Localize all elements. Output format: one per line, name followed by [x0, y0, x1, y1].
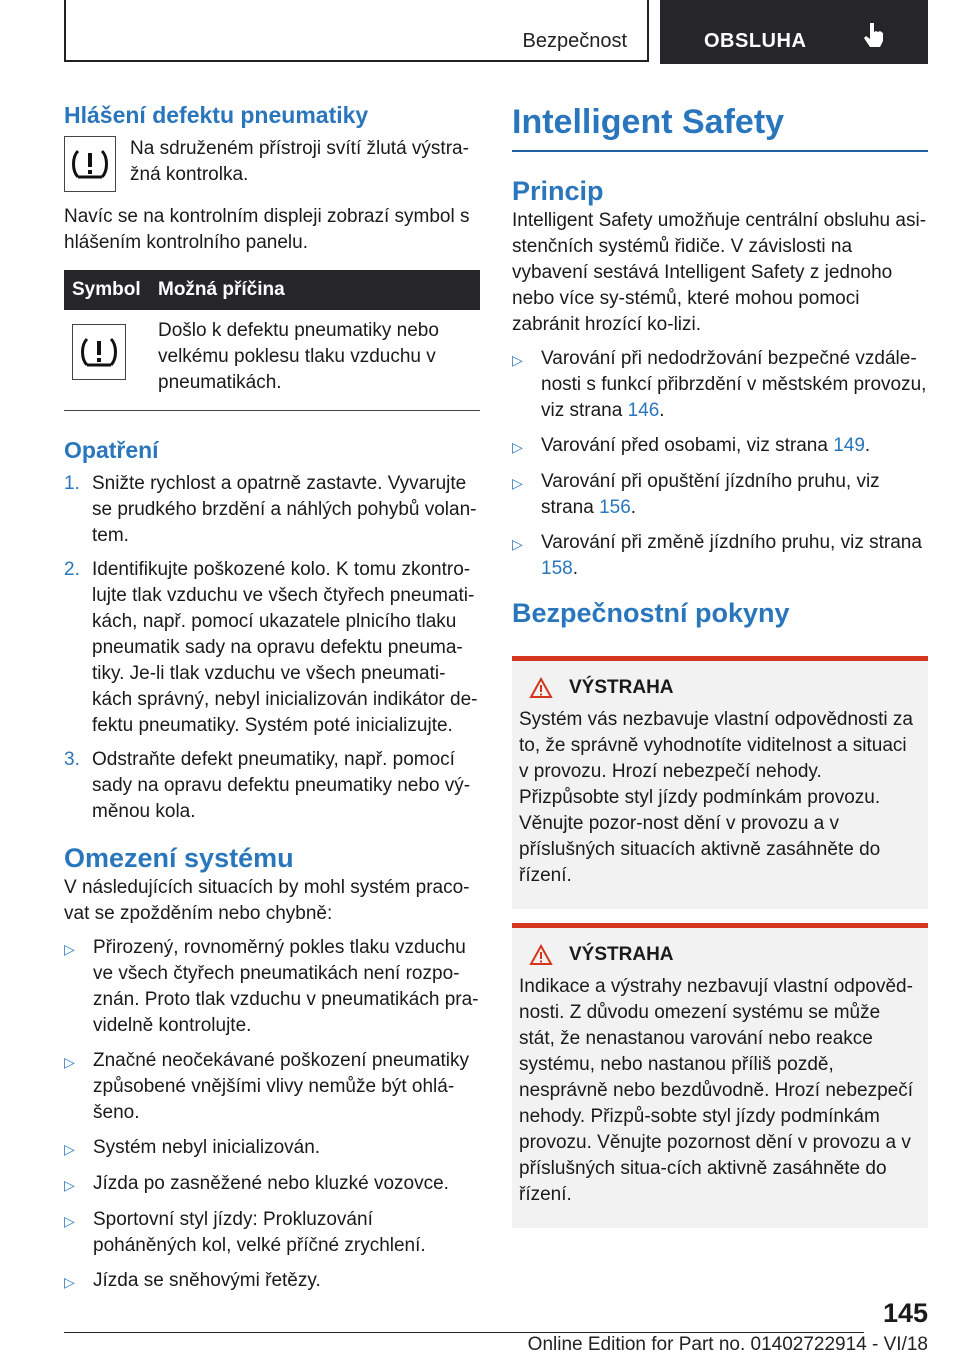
step-number: 2. [64, 559, 80, 580]
step-number: 1. [64, 473, 80, 494]
tire-pressure-warning-icon [64, 136, 116, 192]
warning-box [512, 656, 928, 909]
page-link[interactable]: 158 [541, 558, 573, 579]
warning-text: Indikace a výstrahy nezbavují vlastní odpověd-nosti. Z důvodu omezení systému se může stát, že nenastanou varování nebo reakce systému, nebo nastanou příliš pozdě, nesprávně nebo bezdůvodně. Hrozí nebezpečí nehody. Přizpů-sobte styl jízdy podmínkám provozu. Věnujte pozornost dění v provozu a v příslušných situa-cích aktivně zasáhněte do řízení. [519, 976, 913, 1205]
list-item [512, 346, 928, 424]
bullet-triangle-icon: ▷ [512, 536, 523, 552]
principle-title: Princip [512, 176, 604, 206]
title-divider [512, 150, 928, 152]
warning-box [512, 923, 928, 1228]
step-text: Odstraňte defekt pneumatiky, např. pomocí sady na opravu defektu pneumatiky nebo vý-měnou kola. [92, 749, 471, 822]
list-item [512, 433, 928, 460]
list-item [64, 1171, 480, 1198]
list-item-text: Jízda po zasněžené nebo kluzké vozovce. [93, 1173, 449, 1194]
left-column [64, 100, 480, 1304]
bullet-triangle-icon: ▷ [512, 475, 523, 491]
page-link[interactable]: 156 [599, 497, 631, 518]
bullet-triangle-icon: ▷ [64, 941, 75, 957]
warning-triangle-icon [529, 944, 553, 966]
step-text: Snižte rychlost a opatrně zastavte. Vyvarujte se prudkého brzdění a náhlých pohybů volan-tem. [92, 473, 477, 546]
warning-text: Systém vás nezbavuje vlastní odpovědnosti za to, že správně vyhodnotíte viditelnost a situaci v provozu. Hrozí nebezpečí nehody. Přizpůsobte styl jízdy podmínkám provozu. Věnujte pozor-nost dění v provozu a v příslušných situacích aktivně zasáhněte do řízení. [519, 709, 913, 886]
bullet-triangle-icon: ▷ [64, 1213, 75, 1229]
list-item-text: Varování před osobami, viz strana 149. [541, 435, 871, 456]
warning-heading [529, 942, 920, 968]
tpms-title: Hlášení defektu pneumatiky [64, 102, 369, 128]
list-item [64, 1268, 480, 1295]
col-cause-header: Možná příčina [158, 279, 285, 300]
header-section-title: Bezpečnost [522, 30, 627, 52]
list-item-text: Značné neočekávané poškození pneumatiky způsobené vnějšími vlivy nemůže být ohlá-šeno. [93, 1050, 470, 1123]
tpms-intro-row [64, 136, 480, 192]
header-chapter-tab[interactable] [660, 0, 928, 64]
right-column [512, 100, 928, 1228]
list-item-text: Přirozený, rovnoměrný pokles tlaku vzduchu ve všech čtyřech pneumatikách není rozpo-znán. Proto tlak vzduchu v pneumatikách pra-videlně kontrolujte. [93, 937, 479, 1036]
table-symbol-cell [64, 318, 158, 402]
bullet-triangle-icon: ▷ [64, 1054, 75, 1070]
tpms-note: Navíc se na kontrolním displeji zobrazí symbol s hlášením kontrolního panelu. [64, 206, 470, 253]
warning-label: VÝSTRAHA [569, 677, 674, 698]
page-number: 145 [882, 1298, 928, 1328]
tire-pressure-warning-icon [72, 324, 126, 380]
pointing-hand-icon [863, 22, 885, 48]
list-item-text: Systém nebyl inicializován. [93, 1137, 321, 1158]
reference-list [512, 346, 928, 582]
principle-text: Intelligent Safety umožňuje centrální obsluhu asi-stenčních systémů řidiče. V závislosti na vybavení sestává Intelligent Safety z jednoho nebo více sy-stémů, které mohou pomoci zabránit hrozící ko-lizi. [512, 210, 927, 335]
list-item-text: Varování při nedodržování bezpečné vzdále-nosti s funkcí přibrzdění v městském provozu, viz strana 146. [541, 348, 927, 421]
symbol-table [64, 270, 480, 411]
bullet-triangle-icon: ▷ [64, 1141, 75, 1157]
table-row [64, 310, 480, 411]
measures-list [64, 471, 480, 825]
step-number: 3. [64, 749, 80, 770]
table-cause-cell: Došlo k defektu pneumatiky nebo velkému poklesu tlaku vzduchu v pneumatikách. [158, 320, 439, 393]
bullet-triangle-icon: ▷ [512, 439, 523, 455]
bullet-triangle-icon: ▷ [64, 1177, 75, 1193]
edition-text: Online Edition for Part no. 01402722914 - VI/18 [527, 1334, 928, 1355]
list-item-text: Varování při změně jízdního pruhu, viz strana 158. [541, 532, 922, 579]
limits-intro: V následujících situacích by mohl systém praco-vat se zpožděním nebo chybně: [64, 877, 470, 924]
col-symbol-header: Symbol [72, 279, 141, 300]
list-item-text: Varování při opuštění jízdního pruhu, viz strana 156. [541, 471, 880, 518]
measures-title: Opatření [64, 437, 159, 463]
limits-title: Omezení systému [64, 843, 294, 873]
page-link[interactable]: 146 [627, 400, 660, 421]
page-link[interactable]: 149 [833, 435, 865, 456]
list-item-text: Sportovní styl jízdy: Prokluzování poháněných kol, velké příčné zrychlení. [93, 1209, 426, 1256]
page-title: Intelligent Safety [512, 103, 785, 141]
page-header [64, 0, 928, 64]
limits-list [64, 935, 480, 1295]
list-item [64, 471, 480, 549]
list-item [512, 530, 928, 582]
warning-label: VÝSTRAHA [569, 944, 674, 965]
list-item [64, 1048, 480, 1126]
warning-heading [529, 675, 920, 701]
warning-triangle-icon [529, 677, 553, 699]
list-item [64, 557, 480, 739]
list-item [64, 1135, 480, 1162]
list-item [512, 469, 928, 521]
step-text: Identifikujte poškozené kolo. K tomu zkontro-lujte tlak vzduchu ve všech čtyřech pneumati-kách, např. pomocí ukazatele plnicího tlaku pneumatik sady na opravu defektu pneuma-tiky. Je-li tlak vzduchu ve všech pneumati-kách správný, nebyl inicializován indikátor de-fektu pneumatiky. Systém poté inicializujte. [92, 559, 478, 736]
bullet-triangle-icon: ▷ [512, 352, 523, 368]
table-header-row [64, 270, 480, 310]
chapter-label: OBSLUHA [704, 30, 807, 52]
list-item [64, 935, 480, 1039]
safety-title: Bezpečnostní pokyny [512, 598, 790, 628]
list-item [64, 747, 480, 825]
tpms-intro-text: Na sdruženém přístroji svítí žlutá výstra-žná kontrolka. [130, 138, 469, 185]
list-item [64, 1207, 480, 1259]
bullet-triangle-icon: ▷ [64, 1274, 75, 1290]
list-item-text: Jízda se sněhovými řetězy. [93, 1270, 321, 1291]
